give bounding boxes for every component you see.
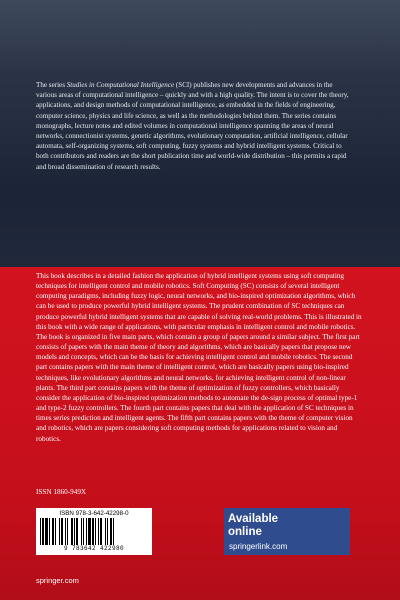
barcode-panel	[36, 508, 152, 555]
isbn-label: ISBN 978-3-642-42298-0	[59, 510, 129, 517]
book-description: This book describes in a detailed fashion the application of hybrid intelligent systems using soft computing techniques for intelligent control and mobile robotics. Soft Computing (SC) consists of several intelligent computing paradigms, including fuzzy logic, neural networks, and bio-inspired optimization algorithms, which can be used to produce powerful hybrid intelligent systems. The prudent combination of SC techniques can produce powerful hybrid intelligent systems that are capable of solving real-world problems. This is illustrated in this book with a wide range of applications, with particular emphasis in intelligent control and mobile robotics. The book is organized in five main parts, which contain a group of papers around a similar subject. The first part consists of papers with the main theme of theory and algorithms, which are basically papers that propose new models and concepts, which can be the basis for achieving intelligent control and mobile robotics. The second part contains papers with the main theme of intelligent control, which are basically papers using bio-inspired techniques, like evolutionary algorithms and neural networks, for achieving intelligent control of non-linear plants. The third part contains papers with the theme of optimization of fuzzy controllers, which basically consider the application of bio-inspired optimization methods to automate the de-sign process of optimal type-1 and type-2 fuzzy controllers. The fourth part contains papers that deal with the application of SC techniques in times series prediction and intelligent agents. The fifth part contains papers with the theme of computer vision and robotics, which are papers considering soft computing methods for applications related to vision and robotics.	[36, 272, 362, 443]
available-online-title	[228, 513, 278, 539]
series-description	[36, 80, 352, 172]
available-online-badge[interactable]	[224, 508, 350, 555]
publisher-url[interactable]: springer.com	[36, 576, 79, 585]
series-band	[0, 0, 400, 267]
series-text-rest: (SCI) publishes new developments and advances in the various areas of computational intelligence – quickly and with a high quality. The intent is to cover the theory, applications, and design methods of computational intelligence, as embedded in the fields of engineering, computer science, physics and life science, as well as the methodologies behind them. The series contains monographs, lecture notes and edited volumes in computational intelligence spanning the areas of neural networks, connectionist systems, genetic algorithms, evolutionary computation, artificial intelligence, cellular automata, self-organizing systems, soft computing, fuzzy systems and hybrid intelligent systems. Critical to both contributors and readers are the short publication time and world-wide distribution – this permits a rapid and broad dissemination of research results.	[36, 81, 349, 171]
series-title: Studies in Computational Intelligence	[66, 81, 175, 89]
description-band	[0, 267, 400, 600]
available-label: Available	[228, 513, 279, 525]
barcode-digits: 9 783642 422980	[63, 545, 124, 552]
springerlink-url[interactable]: springerlink.com	[229, 542, 288, 551]
barcode-icon	[40, 518, 148, 545]
series-text-start: The series	[36, 81, 67, 89]
online-label: online	[228, 526, 262, 538]
issn-label: ISSN 1860-949X	[36, 488, 87, 496]
